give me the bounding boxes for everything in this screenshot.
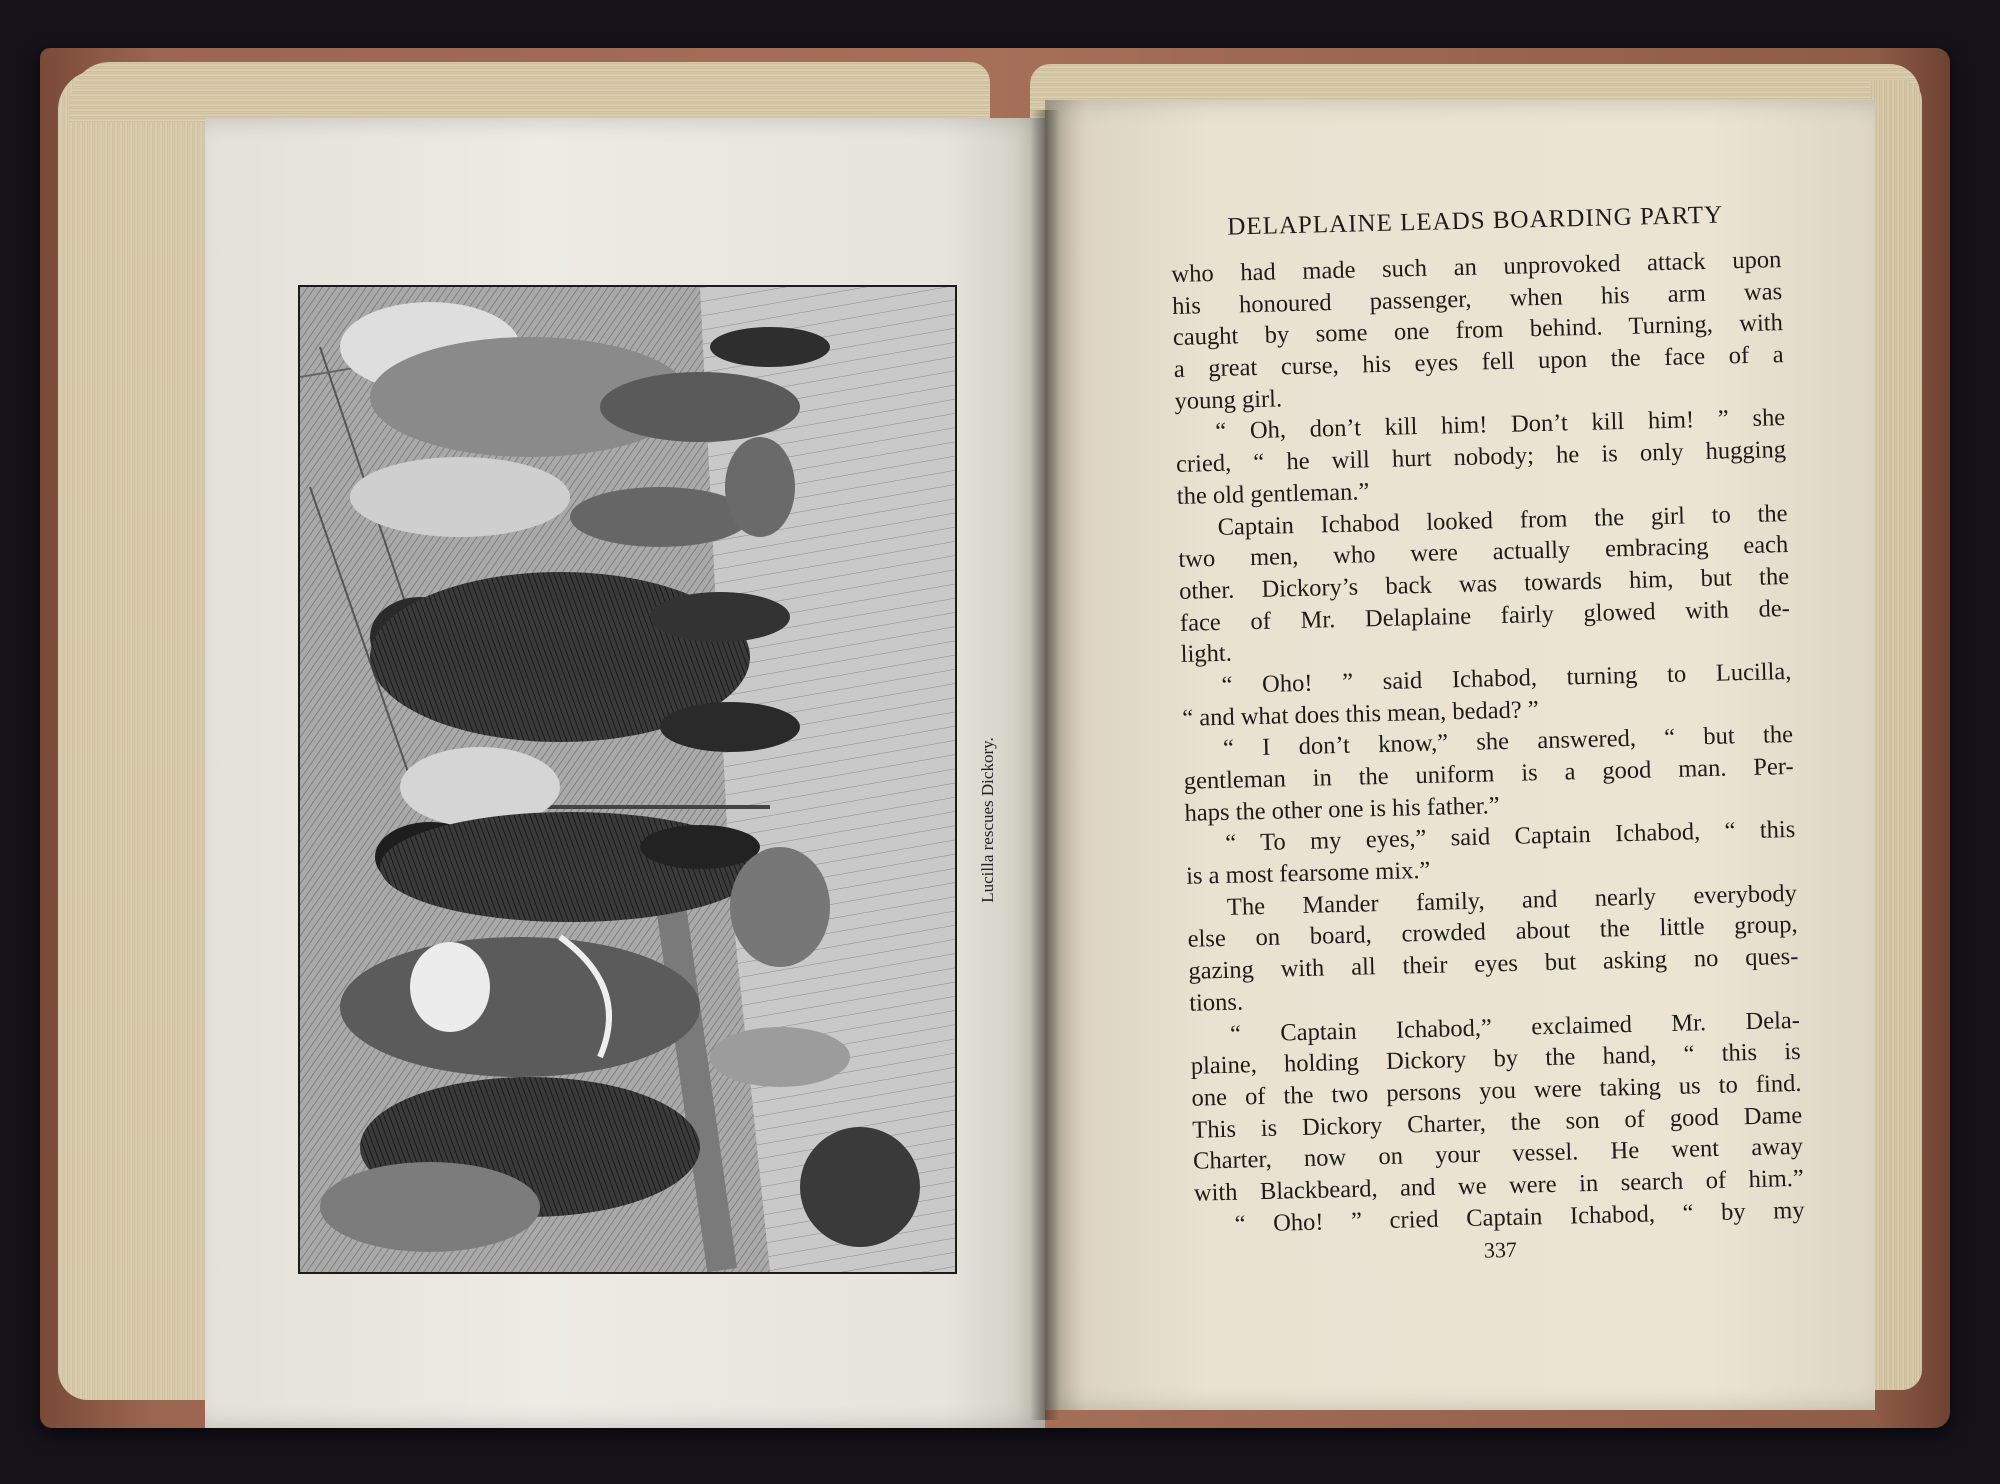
right-page-text [1170, 200, 1806, 1271]
text-line: “ Oho! ” cried Captain Ichabod, “ by my [1234, 1196, 1805, 1238]
text-line: who had made such an unprovoked attack upon [1171, 246, 1782, 288]
text-lines [1171, 244, 1805, 1241]
page-number: 337 [1483, 1237, 1518, 1263]
running-head: DELAPLAINE LEADS BOARDING PARTY [1226, 201, 1724, 241]
text-line: caught by some one from behind. Turning, with [1172, 309, 1784, 352]
page-edges-top-left [70, 62, 990, 122]
caption-text: Lucilla rescues Dickory. [978, 737, 997, 903]
book-gutter [1030, 110, 1060, 1420]
page-edges-right [1870, 80, 1922, 1390]
text-line: “ Oh, don’t kill him! Don’t kill him! ” she [1214, 404, 1786, 446]
text-line: “ Captain Ichabod,” exclaimed Mr. Dela- [1229, 1006, 1801, 1048]
text-line: gentleman in the uniform is a good man. Per- [1183, 752, 1794, 795]
text-line: cried, “ he will hurt nobody; he is only hugging [1175, 436, 1787, 479]
text-line: young girl. [1174, 385, 1283, 415]
text-line: with Blackbeard, and we were in search of him.” [1193, 1164, 1805, 1207]
text-line: “ I don’t know,” she answered, “ but the [1222, 721, 1794, 763]
text-line: plaine, holding Dickory by the hand, “ this is [1190, 1038, 1801, 1080]
text-line: one of the two persons you were taking us to find. [1191, 1069, 1802, 1112]
text-line: This is Dickory Charter, the son of good Dame [1192, 1101, 1803, 1144]
text-line: “ Oho! ” said Ichabod, turning to Lucilla, [1221, 657, 1792, 699]
text-line: face of Mr. Delaplaine fairly glowed with de- [1179, 594, 1791, 637]
text-line: other. Dickory’s back was towards him, but the [1178, 562, 1790, 605]
text-line: “ To my eyes,” said Captain Ichabod, “ this [1225, 816, 1796, 858]
text-line: else on board, crowded about the little group, [1187, 911, 1798, 954]
page-edges-left [58, 70, 208, 1400]
text-line: Captain Ichabod looked from the girl to the [1217, 499, 1788, 541]
illustration-caption [970, 700, 1006, 940]
text-line: Charter, now on your vessel. He went away [1192, 1133, 1804, 1175]
text-line: his honoured passenger, when his arm was [1171, 277, 1783, 320]
text-line: is a most fearsome mix.” [1185, 856, 1431, 890]
text-line: a great curse, his eyes fell upon the face of a [1173, 341, 1784, 384]
text-line: gazing with all their eyes but asking no ques- [1188, 942, 1799, 985]
illustration-plate [298, 285, 957, 1274]
text-line: two men, who were actually embracing each [1178, 531, 1789, 574]
illustration-image [300, 287, 955, 1272]
text-line: haps the other one is his father.” [1184, 791, 1500, 827]
text-line: light. [1180, 639, 1233, 669]
text-line: The Mander family, and nearly everybody [1226, 879, 1798, 921]
text-line: the old gentleman.” [1176, 478, 1370, 510]
text-line: “ and what does this mean, bedad? ” [1181, 695, 1540, 732]
text-line: tions. [1188, 988, 1244, 1017]
